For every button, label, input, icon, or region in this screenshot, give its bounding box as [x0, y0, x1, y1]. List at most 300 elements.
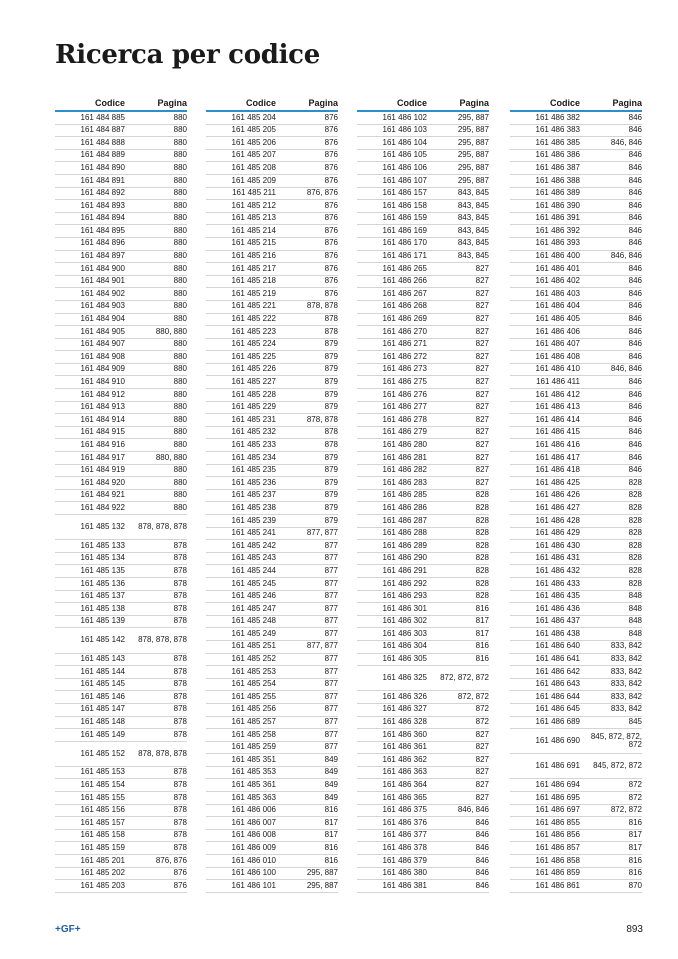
- page-cell: 843, 845: [457, 238, 489, 248]
- code-cell: 161 485 208: [231, 162, 276, 172]
- table-row: [357, 742, 489, 755]
- table-row: [206, 830, 338, 843]
- code-cell: 161 484 896: [80, 238, 125, 248]
- table-row: [510, 276, 642, 289]
- table-row: [510, 150, 642, 163]
- code-cell: 161 486 304: [382, 641, 427, 651]
- table-row: [55, 616, 187, 629]
- code-cell: 161 486 417: [535, 452, 580, 462]
- code-cell: 161 485 218: [231, 276, 276, 286]
- code-cell: 161 486 857: [535, 842, 580, 852]
- page-cell: 843, 845: [457, 188, 489, 198]
- table-row: [510, 439, 642, 452]
- page-cell: 877: [324, 578, 338, 588]
- code-cell: 161 486 429: [535, 528, 580, 538]
- code-cell: 161 485 251: [231, 641, 276, 651]
- code-cell: 161 484 915: [80, 427, 125, 437]
- code-cell: 161 486 006: [231, 805, 276, 815]
- table-row: [357, 540, 489, 553]
- page-cell: 846: [475, 880, 489, 890]
- code-cell: 161 485 236: [231, 477, 276, 487]
- page-cell: 877: [324, 628, 338, 638]
- page-cell: 878: [173, 792, 187, 802]
- table-row: [357, 137, 489, 150]
- gf-logo: +GF+: [55, 924, 81, 935]
- code-cell: 161 486 376: [382, 817, 427, 827]
- code-cell: 161 486 383: [535, 125, 580, 135]
- code-cell: 161 485 258: [231, 729, 276, 739]
- page-cell: 876: [324, 175, 338, 185]
- code-cell: 161 486 283: [382, 477, 427, 487]
- page-cell: 880: [173, 162, 187, 172]
- code-cell: 161 484 913: [80, 402, 125, 412]
- code-cell: 161 486 431: [535, 553, 580, 563]
- table-row: [357, 578, 489, 591]
- table-row: [357, 717, 489, 730]
- page-cell: 878: [173, 553, 187, 563]
- page-cell: 878: [173, 805, 187, 815]
- table-row: [206, 439, 338, 452]
- table-row: [206, 779, 338, 792]
- page-cell: 877: [324, 654, 338, 664]
- table-row: [357, 200, 489, 213]
- header-code: Codice: [245, 98, 276, 108]
- code-cell: 161 486 861: [535, 880, 580, 890]
- page-cell: 880: [173, 502, 187, 512]
- page-cell: 828: [475, 591, 489, 601]
- page-cell: 846, 846: [610, 364, 642, 374]
- page-cell: 872: [628, 792, 642, 802]
- page-cell: 846, 846: [610, 251, 642, 261]
- page-cell: 880: [173, 200, 187, 210]
- code-cell: 161 486 103: [382, 125, 427, 135]
- code-cell: 161 485 205: [231, 125, 276, 135]
- table-row: [357, 880, 489, 893]
- code-cell: 161 486 436: [535, 603, 580, 613]
- code-cell: 161 486 360: [382, 729, 427, 739]
- page-cell: 880: [173, 351, 187, 361]
- code-cell: 161 485 248: [231, 616, 276, 626]
- table-row: [510, 754, 642, 779]
- table-row: [206, 137, 338, 150]
- page-cell: 879: [324, 389, 338, 399]
- page-cell: 827: [475, 351, 489, 361]
- page-cell: 878: [173, 767, 187, 777]
- table-row: [206, 578, 338, 591]
- table-row: [206, 616, 338, 629]
- table-row: [510, 502, 642, 515]
- table-row: [206, 666, 338, 679]
- table-row: [206, 515, 338, 528]
- table-row: [206, 742, 338, 755]
- code-cell: 161 485 135: [80, 565, 125, 575]
- page-cell: 879: [324, 377, 338, 387]
- code-cell: 161 484 901: [80, 276, 125, 286]
- code-cell: 161 485 209: [231, 175, 276, 185]
- code-cell: 161 486 428: [535, 515, 580, 525]
- code-cell: 161 486 302: [382, 616, 427, 626]
- page-cell: 828: [475, 528, 489, 538]
- code-cell: 161 485 139: [80, 616, 125, 626]
- code-cell: 161 485 133: [80, 540, 125, 550]
- table-row: [206, 528, 338, 541]
- page-cell: 848: [628, 628, 642, 638]
- table-row: [55, 603, 187, 616]
- page-cell: 846: [628, 389, 642, 399]
- code-cell: 161 485 136: [80, 578, 125, 588]
- code-cell: 161 486 858: [535, 855, 580, 865]
- table-row: [510, 641, 642, 654]
- table-row: [357, 263, 489, 276]
- code-cell: 161 485 152: [80, 748, 125, 758]
- table-row: [357, 754, 489, 767]
- table-row: [206, 591, 338, 604]
- page-cell: 878: [173, 679, 187, 689]
- page-cell: 816: [324, 855, 338, 865]
- page-cell: 833, 842: [610, 654, 642, 664]
- table-row: [206, 565, 338, 578]
- table-row: [510, 389, 642, 402]
- code-cell: 161 486 378: [382, 842, 427, 852]
- table-row: [206, 414, 338, 427]
- page-cell: 833, 842: [610, 704, 642, 714]
- code-cell: 161 485 246: [231, 591, 276, 601]
- code-cell: 161 486 326: [382, 691, 427, 701]
- page-cell: 846: [628, 439, 642, 449]
- table-row: [357, 855, 489, 868]
- page-cell: 816: [628, 817, 642, 827]
- code-cell: 161 486 285: [382, 490, 427, 500]
- table-row: [55, 389, 187, 402]
- page-cell: 878: [173, 704, 187, 714]
- code-cell: 161 484 900: [80, 263, 125, 273]
- page-cell: 816: [628, 868, 642, 878]
- page-cell: 828: [475, 502, 489, 512]
- table-row: [510, 603, 642, 616]
- table-row: [510, 238, 642, 251]
- code-cell: 161 485 235: [231, 465, 276, 475]
- code-cell: 161 485 233: [231, 439, 276, 449]
- table-row: [206, 868, 338, 881]
- table-row: [206, 805, 338, 818]
- page-cell: 878: [173, 578, 187, 588]
- code-cell: 161 485 363: [231, 792, 276, 802]
- page-cell: 827: [475, 465, 489, 475]
- page-cell: 876: [324, 263, 338, 273]
- code-cell: 161 485 361: [231, 780, 276, 790]
- page-cell: 846: [628, 200, 642, 210]
- page-cell: 827: [475, 314, 489, 324]
- page-cell: 828: [628, 477, 642, 487]
- page-cell: 879: [324, 477, 338, 487]
- code-cell: 161 486 406: [535, 326, 580, 336]
- page-cell: 827: [475, 389, 489, 399]
- page-cell: 872, 872: [457, 691, 489, 701]
- code-cell: 161 486 390: [535, 200, 580, 210]
- code-cell: 161 486 286: [382, 502, 427, 512]
- table-row: [206, 213, 338, 226]
- table-row: [206, 200, 338, 213]
- page-cell: 878: [173, 817, 187, 827]
- table-row: [510, 515, 642, 528]
- code-cell: 161 486 289: [382, 540, 427, 550]
- page-cell: 827: [475, 276, 489, 286]
- page-cell: 879: [324, 351, 338, 361]
- page-cell: 846: [475, 855, 489, 865]
- code-cell: 161 485 204: [231, 112, 276, 122]
- page-cell: 846: [628, 452, 642, 462]
- page-cell: 877: [324, 616, 338, 626]
- table-row: [357, 553, 489, 566]
- code-cell: 161 486 387: [535, 162, 580, 172]
- table-row: [510, 528, 642, 541]
- code-cell: 161 486 159: [382, 213, 427, 223]
- code-cell: 161 486 402: [535, 276, 580, 286]
- code-cell: 161 485 243: [231, 553, 276, 563]
- code-cell: 161 486 106: [382, 162, 427, 172]
- page-cell: 880, 880: [155, 326, 187, 336]
- page-cell: 828: [475, 578, 489, 588]
- code-cell: 161 486 279: [382, 427, 427, 437]
- page-cell: 816: [475, 641, 489, 651]
- page-cell: 849: [324, 754, 338, 764]
- table-row: [206, 301, 338, 314]
- table-row: [357, 603, 489, 616]
- page-cell: 817: [475, 616, 489, 626]
- page-cell: 877: [324, 666, 338, 676]
- table-row: [510, 779, 642, 792]
- page-cell: 828: [475, 565, 489, 575]
- page-cell: 877, 877: [306, 641, 338, 651]
- code-column-1: [55, 94, 187, 893]
- code-cell: 161 485 226: [231, 364, 276, 374]
- code-cell: 161 485 254: [231, 679, 276, 689]
- table-row: [206, 717, 338, 730]
- page-cell: 846: [628, 175, 642, 185]
- page-cell: 816: [628, 855, 642, 865]
- code-cell: 161 485 132: [80, 521, 125, 531]
- code-cell: 161 486 361: [382, 742, 427, 752]
- page-cell: 876: [324, 137, 338, 147]
- code-cell: 161 485 212: [231, 200, 276, 210]
- table-row: [55, 855, 187, 868]
- page-cell: 846: [628, 225, 642, 235]
- code-cell: 161 485 213: [231, 213, 276, 223]
- table-row: [206, 704, 338, 717]
- page-cell: 843, 845: [457, 200, 489, 210]
- table-row: [55, 465, 187, 478]
- table-row: [55, 578, 187, 591]
- table-row: [206, 175, 338, 188]
- table-row: [357, 188, 489, 201]
- table-row: [510, 339, 642, 352]
- code-cell: 161 484 889: [80, 150, 125, 160]
- code-cell: 161 486 265: [382, 263, 427, 273]
- page-cell: 295, 887: [457, 150, 489, 160]
- code-cell: 161 485 219: [231, 288, 276, 298]
- code-cell: 161 486 375: [382, 805, 427, 815]
- code-cell: 161 486 269: [382, 314, 427, 324]
- code-cell: 161 484 903: [80, 301, 125, 311]
- page-cell: 879: [324, 490, 338, 500]
- code-cell: 161 484 912: [80, 389, 125, 399]
- page-cell: 828: [628, 578, 642, 588]
- code-cell: 161 486 281: [382, 452, 427, 462]
- table-row: [510, 263, 642, 276]
- code-cell: 161 484 895: [80, 225, 125, 235]
- page-cell: 876: [324, 251, 338, 261]
- page-cell: 846: [628, 150, 642, 160]
- table-row: [510, 175, 642, 188]
- table-row: [357, 389, 489, 402]
- code-cell: 161 485 159: [80, 842, 125, 852]
- code-cell: 161 486 697: [535, 805, 580, 815]
- table-row: [357, 402, 489, 415]
- code-cell: 161 486 266: [382, 276, 427, 286]
- page-cell: 878, 878, 878: [138, 748, 187, 758]
- page-cell: 880: [173, 490, 187, 500]
- code-cell: 161 485 252: [231, 654, 276, 664]
- table-row: [357, 288, 489, 301]
- code-cell: 161 484 888: [80, 137, 125, 147]
- code-cell: 161 486 276: [382, 389, 427, 399]
- code-cell: 161 486 301: [382, 603, 427, 613]
- page-cell: 877: [324, 729, 338, 739]
- code-cell: 161 485 153: [80, 767, 125, 777]
- page-cell: 877: [324, 591, 338, 601]
- code-cell: 161 486 380: [382, 868, 427, 878]
- page-cell: 827: [475, 780, 489, 790]
- table-row: [510, 414, 642, 427]
- table-row: [55, 125, 187, 138]
- page-cell: 880: [173, 263, 187, 273]
- page-cell: 877: [324, 603, 338, 613]
- table-row: [206, 351, 338, 364]
- code-cell: 161 486 291: [382, 565, 427, 575]
- table-row: [206, 339, 338, 352]
- code-cell: 161 486 410: [535, 364, 580, 374]
- code-cell: 161 484 919: [80, 465, 125, 475]
- code-cell: 161 486 267: [382, 288, 427, 298]
- header-page: Pagina: [459, 98, 489, 108]
- page-cell: 880: [173, 238, 187, 248]
- page-cell: 849: [324, 780, 338, 790]
- code-cell: 161 486 412: [535, 389, 580, 399]
- code-cell: 161 485 259: [231, 742, 276, 752]
- page-cell: 828: [628, 565, 642, 575]
- page-cell: 827: [475, 364, 489, 374]
- code-cell: 161 485 148: [80, 717, 125, 727]
- table-row: [510, 540, 642, 553]
- code-cell: 161 486 292: [382, 578, 427, 588]
- table-row: [55, 830, 187, 843]
- table-row: [510, 553, 642, 566]
- table-row: [357, 616, 489, 629]
- code-cell: 161 485 134: [80, 553, 125, 563]
- code-cell: 161 486 100: [231, 868, 276, 878]
- page-cell: 878: [173, 691, 187, 701]
- table-row: [357, 477, 489, 490]
- table-row: [55, 679, 187, 692]
- page-cell: 880: [173, 188, 187, 198]
- table-row: [510, 112, 642, 125]
- page-cell: 879: [324, 402, 338, 412]
- page-cell: 849: [324, 792, 338, 802]
- page-cell: 880: [173, 364, 187, 374]
- table-row: [357, 528, 489, 541]
- code-cell: 161 485 239: [231, 515, 276, 525]
- table-row: [55, 729, 187, 742]
- table-row: [55, 351, 187, 364]
- table-row: [510, 490, 642, 503]
- table-row: [357, 628, 489, 641]
- page-cell: 846: [628, 125, 642, 135]
- code-cell: 161 484 910: [80, 377, 125, 387]
- code-cell: 161 485 229: [231, 402, 276, 412]
- page-cell: 880: [173, 150, 187, 160]
- table-row: [357, 414, 489, 427]
- table-row: [206, 238, 338, 251]
- code-cell: 161 486 689: [535, 717, 580, 727]
- code-cell: 161 485 143: [80, 654, 125, 664]
- page-cell: 876: [324, 125, 338, 135]
- page-cell: 846: [628, 238, 642, 248]
- page-cell: 828: [628, 528, 642, 538]
- code-cell: 161 486 404: [535, 301, 580, 311]
- code-cell: 161 486 105: [382, 150, 427, 160]
- code-cell: 161 486 408: [535, 351, 580, 361]
- code-cell: 161 486 642: [535, 666, 580, 676]
- table-row: [55, 704, 187, 717]
- table-row: [510, 188, 642, 201]
- page-cell: 828: [628, 515, 642, 525]
- code-cell: 161 484 907: [80, 339, 125, 349]
- page-cell: 846: [628, 162, 642, 172]
- page-cell: 827: [475, 414, 489, 424]
- page-cell: 846: [475, 830, 489, 840]
- page-cell: 878: [173, 540, 187, 550]
- page-cell: 880: [173, 465, 187, 475]
- code-cell: 161 486 364: [382, 780, 427, 790]
- code-cell: 161 486 171: [382, 251, 427, 261]
- table-row: [510, 288, 642, 301]
- code-cell: 161 485 201: [80, 855, 125, 865]
- code-cell: 161 484 890: [80, 162, 125, 172]
- code-cell: 161 485 144: [80, 666, 125, 676]
- code-cell: 161 486 432: [535, 565, 580, 575]
- code-cell: 161 485 217: [231, 263, 276, 273]
- table-row: [55, 654, 187, 667]
- page-cell: 846: [475, 817, 489, 827]
- page-cell: 880: [173, 377, 187, 387]
- page-cell: 878: [173, 603, 187, 613]
- code-cell: 161 486 379: [382, 855, 427, 865]
- code-cell: 161 485 203: [80, 880, 125, 890]
- table-row: [357, 591, 489, 604]
- table-row: [206, 502, 338, 515]
- code-cell: 161 485 216: [231, 251, 276, 261]
- table-row: [206, 125, 338, 138]
- page-cell: 846: [628, 314, 642, 324]
- table-row: [510, 162, 642, 175]
- table-row: [357, 729, 489, 742]
- code-cell: 161 485 247: [231, 603, 276, 613]
- table-row: [510, 628, 642, 641]
- code-cell: 161 486 427: [535, 502, 580, 512]
- code-cell: 161 485 227: [231, 377, 276, 387]
- table-row: [55, 553, 187, 566]
- page-cell: 846: [628, 326, 642, 336]
